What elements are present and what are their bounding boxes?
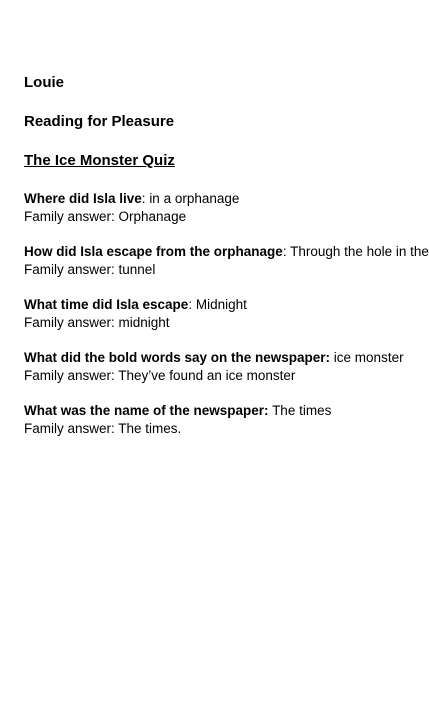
separator: : xyxy=(188,297,196,312)
question-line xyxy=(24,296,405,314)
document-body xyxy=(24,74,429,455)
qa-block-2 xyxy=(24,243,429,279)
question-text: What time did Isla escape xyxy=(24,297,189,312)
student-name: Louie xyxy=(24,74,64,91)
family-answer-label: Family answer: xyxy=(24,421,119,436)
family-answer-text: midnight xyxy=(118,315,170,330)
qa-block-3 xyxy=(24,296,405,332)
family-answer-label: Family answer: xyxy=(24,315,119,330)
family-answer-text: The times. xyxy=(118,421,182,436)
answer-text: ice monster xyxy=(333,350,404,365)
question-text: How did Isla escape from the orphanage xyxy=(24,244,283,259)
family-answer-text: Orphanage xyxy=(118,209,187,224)
family-answer-line xyxy=(24,420,405,438)
family-answer-line xyxy=(24,208,405,226)
quiz-title: The Ice Monster Quiz xyxy=(24,152,175,169)
subject-heading: Reading for Pleasure xyxy=(24,113,175,130)
question-line xyxy=(24,190,405,208)
separator: : xyxy=(282,244,291,259)
qa-block-1 xyxy=(24,190,405,226)
qa-block-5 xyxy=(24,402,405,438)
family-answer-text: They’ve found an ice monster xyxy=(118,368,296,383)
family-answer-text: tunnel xyxy=(118,262,156,277)
answer-text: The times xyxy=(272,403,332,418)
family-answer-line xyxy=(24,367,405,385)
question-text: What was the name of the newspaper: xyxy=(24,403,269,418)
question-line xyxy=(24,349,405,367)
question-line xyxy=(24,402,405,420)
answer-text: Midnight xyxy=(195,297,247,312)
family-answer-line xyxy=(24,261,405,279)
separator: : xyxy=(141,191,150,206)
question-text: Where did Isla live xyxy=(24,191,142,206)
answer-text: Through the hole in the xyxy=(290,244,429,259)
question-text: What did the bold words say on the newspaper: xyxy=(24,350,331,365)
qa-block-4 xyxy=(24,349,405,385)
family-answer-label: Family answer: xyxy=(24,368,119,383)
family-answer-line xyxy=(24,314,405,332)
answer-text: in a orphanage xyxy=(149,191,240,206)
question-line xyxy=(24,243,429,261)
family-answer-label: Family answer: xyxy=(24,209,119,224)
family-answer-label: Family answer: xyxy=(24,262,119,277)
